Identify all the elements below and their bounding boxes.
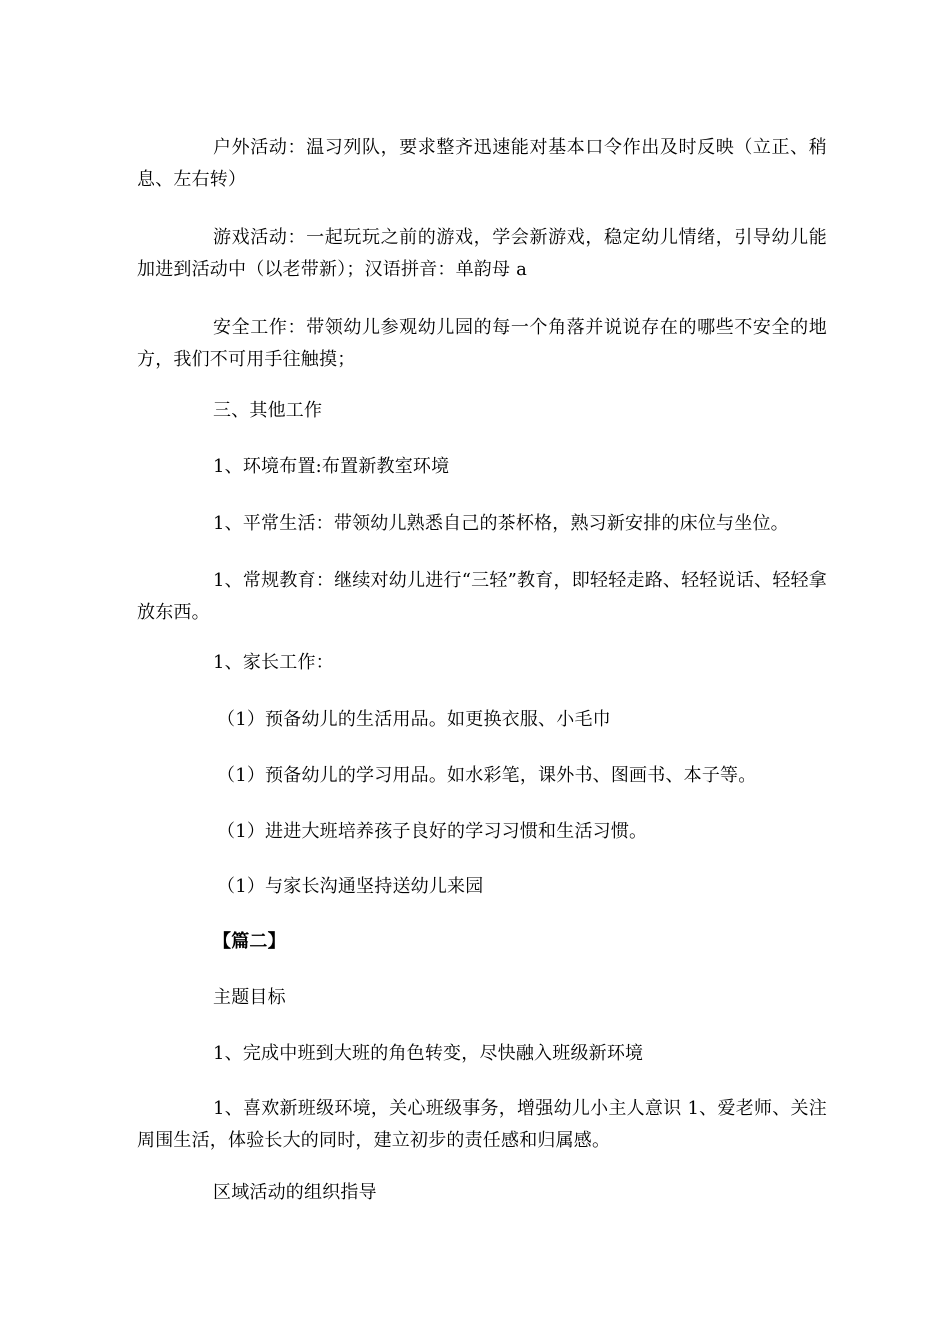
heading-theme-goals: 主题目标	[213, 987, 286, 1008]
paragraph-class-environment: 1、喜欢新班级环境，关心班级事务，增强幼儿小主人意识 1、爱老师、关注周围生活，体验长大的同时，建立初步的责任感和归属感。	[137, 1098, 827, 1151]
list-item-study-supplies: （1）预备幼儿的学习用品。如水彩笔，课外书、图画书、本子等。	[217, 765, 757, 786]
list-item-parent-communication: （1）与家长沟通坚持送幼儿来园	[217, 876, 484, 897]
paragraph-role-transition: 1、完成中班到大班的角色转变，尽快融入班级新环境	[213, 1043, 644, 1064]
list-item-habits: （1）进进大班培养孩子良好的学习习惯和生活习惯。	[217, 821, 648, 842]
section-heading-part-two: 【篇二】	[213, 931, 286, 952]
paragraph-environment: 1、环境布置:布置新教室环境	[213, 456, 450, 477]
paragraph-outdoor-activity: 户外活动：温习列队，要求整齐迅速能对基本口令作出及时反映（立正、稍息、左右转）	[137, 137, 827, 190]
paragraph-parent-work: 1、家长工作：	[213, 652, 334, 673]
heading-other-work: 三、其他工作	[213, 400, 323, 421]
heading-area-activities: 区域活动的组织指导	[213, 1182, 377, 1203]
paragraph-daily-life: 1、平常生活：带领幼儿熟悉自己的茶杯格，熟习新安排的床位与坐位。	[213, 513, 789, 534]
paragraph-routine-education: 1、常规教育：继续对幼儿进行“三轻”教育，即轻轻走路、轻轻说话、轻轻拿放东西。	[137, 570, 827, 623]
list-item-life-supplies: （1）预备幼儿的生活用品。如更换衣服、小毛巾	[217, 709, 611, 730]
paragraph-game-activity: 游戏活动：一起玩玩之前的游戏，学会新游戏，稳定幼儿情绪，引导幼儿能加进到活动中（以老带新）；汉语拼音：单韵母 a	[137, 227, 827, 280]
paragraph-safety-work: 安全工作：带领幼儿参观幼儿园的每一个角落并说说存在的哪些不安全的地方，我们不可用手往触摸；	[137, 317, 827, 370]
